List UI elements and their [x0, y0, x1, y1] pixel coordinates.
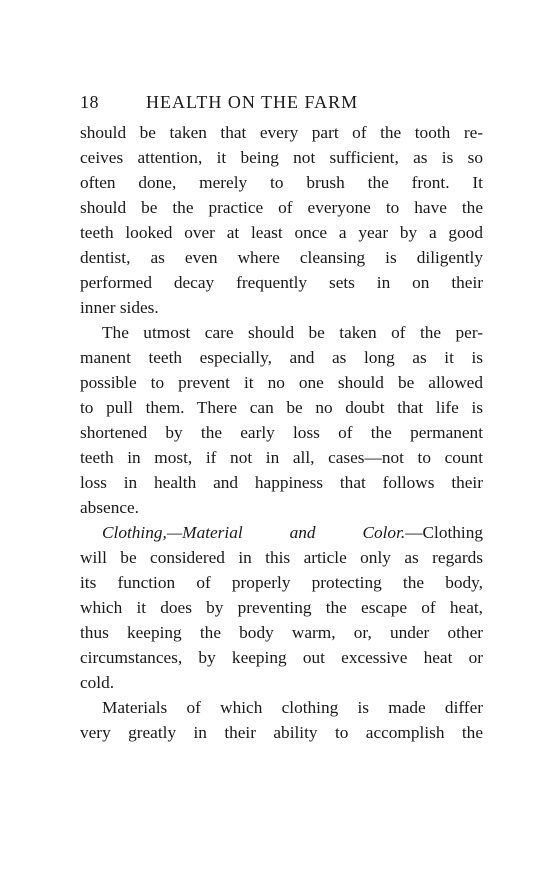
section-heading-line [80, 520, 483, 545]
section-heading-continuation: —Clothing [405, 523, 483, 542]
text-line: its function of properly protecting the body, [80, 573, 483, 592]
running-header [80, 92, 483, 118]
text-line: teeth looked over at least once a year by a good [80, 223, 483, 242]
page-number: 18 [80, 92, 99, 112]
text-line: dentist, as even where cleansing is diligently [80, 248, 483, 267]
book-page [80, 92, 483, 745]
text-line: inner sides. [80, 298, 159, 317]
text-line: teeth in most, if not in all, cases—not to count [80, 448, 483, 467]
text-line: will be considered in this article only as regards [80, 548, 483, 567]
text-line: manent teeth especially, and as long as it is [80, 348, 483, 367]
running-title: HEALTH ON THE FARM [146, 92, 359, 112]
text-line: absence. [80, 498, 140, 517]
text-line: should be taken that every part of the tooth re- [80, 123, 483, 142]
text-line: shortened by the early loss of the permanent [80, 423, 483, 442]
text-line: Materials of which clothing is made differ [102, 698, 483, 717]
text-line: ceives attention, it being not sufficient, as is so [80, 148, 483, 167]
text-line: to pull them. There can be no doubt that life is [80, 398, 483, 417]
section-heading: Clothing,—Material and Color. [102, 523, 406, 542]
text-line: which it does by preventing the escape of heat, [80, 598, 483, 617]
body-text [80, 120, 483, 745]
text-line: often done, merely to brush the front. It [80, 173, 483, 192]
text-line: thus keeping the body warm, or, under other [80, 623, 483, 642]
text-line: cold. [80, 673, 115, 692]
text-line: circumstances, by keeping out excessive heat or [80, 648, 483, 667]
text-line: loss in health and happiness that follows their [80, 473, 483, 492]
text-line: The utmost care should be taken of the per- [102, 323, 483, 342]
text-line: very greatly in their ability to accomplish the [80, 723, 483, 742]
text-line: performed decay frequently sets in on their [80, 273, 483, 292]
text-line: should be the practice of everyone to have the [80, 198, 483, 217]
text-line: possible to prevent it no one should be allowed [80, 373, 483, 392]
